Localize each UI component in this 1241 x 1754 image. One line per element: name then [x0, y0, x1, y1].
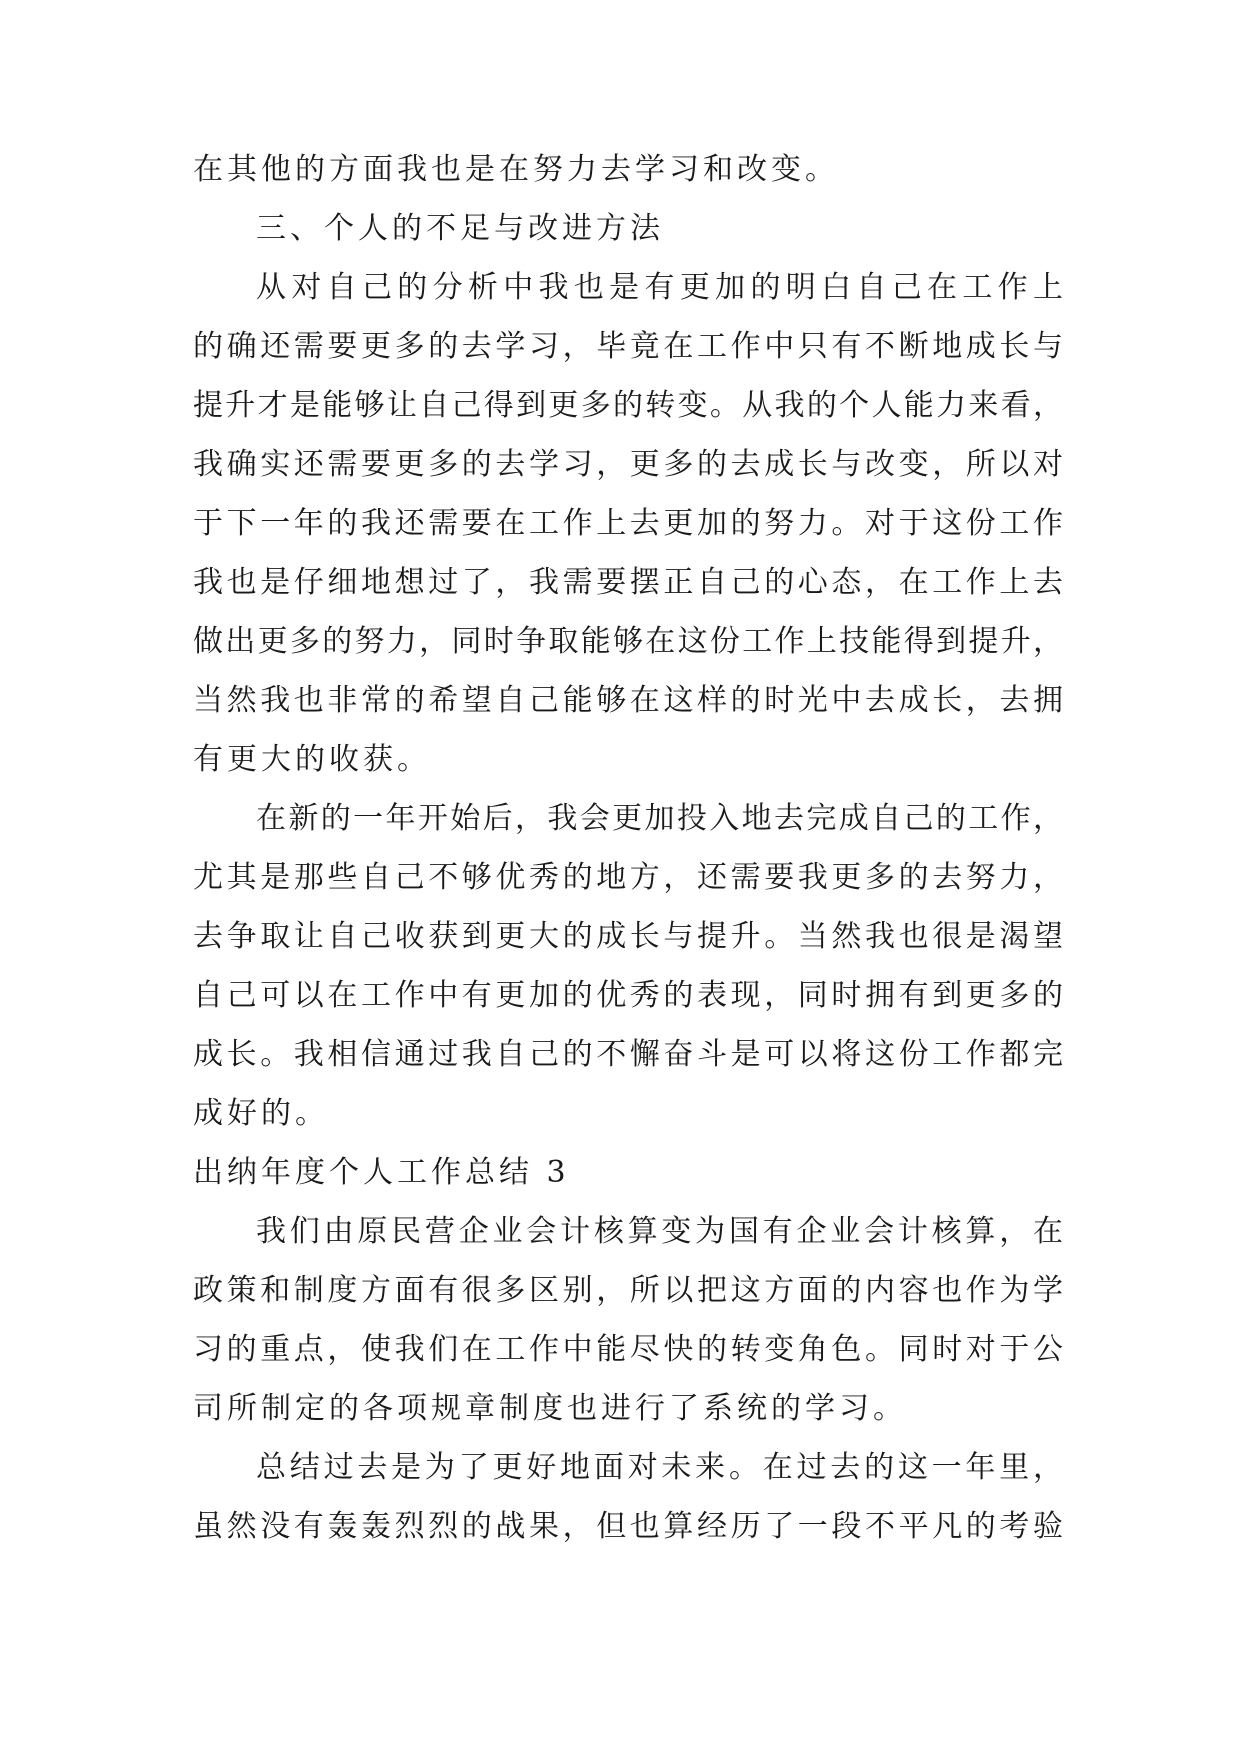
paragraph-line: 我们由原民营企业会计核算变为国有企业会计核算，在 [256, 1214, 1063, 1249]
paragraph-line: 总结过去是为了更好地面对未来。在过去的这一年里， [256, 1450, 1063, 1485]
paragraph-line: 当然我也非常的希望自己能够在这样的时光中去成长，去拥 [193, 683, 1063, 718]
paragraph-line: 我也是仔细地想过了，我需要摆正自己的心态，在工作上去 [193, 565, 1063, 600]
paragraph-line: 成好的。 [193, 1096, 329, 1131]
paragraph-line: 政策和制度方面有很多区别，所以把这方面的内容也作为学 [193, 1273, 1063, 1308]
paragraph-line: 从对自己的分析中我也是有更加的明白自己在工作上 [256, 270, 1063, 305]
paragraph-line: 司所制定的各项规章制度也进行了系统的学习。 [193, 1391, 907, 1426]
text-line: 在其他的方面我也是在努力去学习和改变。 [193, 152, 839, 187]
paragraph-line: 做出更多的努力，同时争取能够在这份工作上技能得到提升， [193, 624, 1063, 659]
paragraph-line: 习的重点，使我们在工作中能尽快的转变角色。同时对于公 [193, 1332, 1063, 1367]
paragraph-line: 去争取让自己收获到更大的成长与提升。当然我也很是渴望 [193, 919, 1063, 954]
paragraph-line: 成长。我相信通过我自己的不懈奋斗是可以将这份工作都完 [193, 1037, 1063, 1072]
paragraph-line: 自己可以在工作中有更加的优秀的表现，同时拥有到更多的 [193, 978, 1063, 1013]
paragraph-line: 我确实还需要更多的去学习，更多的去成长与改变，所以对 [193, 447, 1063, 482]
paragraph-line: 尤其是那些自己不够优秀的地方，还需要我更多的去努力， [193, 860, 1063, 895]
paragraph-line: 提升才是能够让自己得到更多的转变。从我的个人能力来看， [193, 388, 1063, 423]
paragraph-line: 于下一年的我还需要在工作上去更加的努力。对于这份工作 [193, 506, 1063, 541]
section-heading: 三、个人的不足与改进方法 [256, 211, 664, 246]
document-title: 出纳年度个人工作总结 3 [193, 1155, 570, 1190]
paragraph-line: 有更大的收获。 [193, 742, 431, 777]
paragraph-line: 的确还需要更多的去学习，毕竟在工作中只有不断地成长与 [193, 329, 1063, 364]
paragraph-line: 在新的一年开始后，我会更加投入地去完成自己的工作， [256, 801, 1063, 836]
paragraph-line: 虽然没有轰轰烈烈的战果，但也算经历了一段不平凡的考验 [193, 1509, 1063, 1544]
